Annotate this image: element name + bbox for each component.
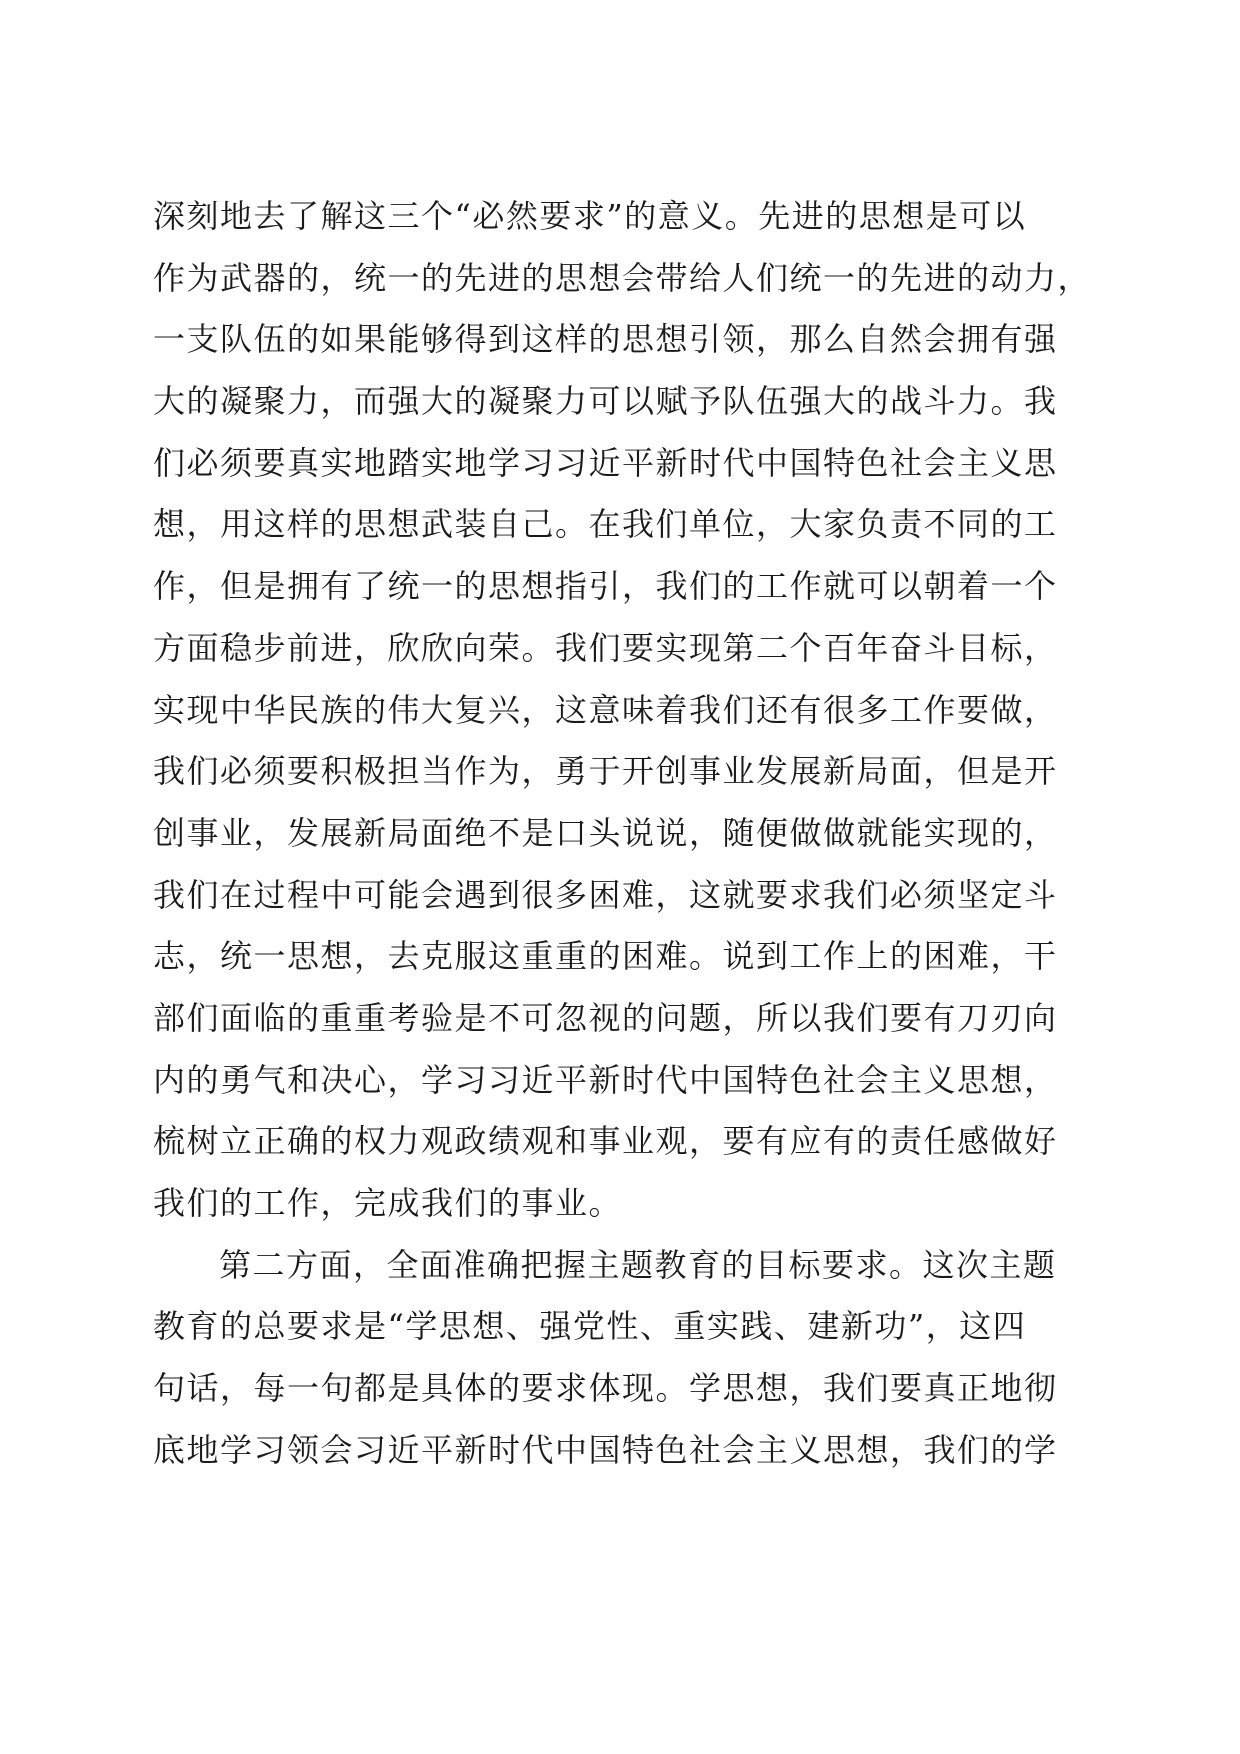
text-line: 想，用这样的思想武装自己。在我们单位，大家负责不同的工 — [153, 505, 1058, 544]
text-line: 部们面临的重重考验是不可忽视的问题，所以我们要有刀刃向 — [153, 998, 1058, 1037]
text-line: 方面稳步前进，欣欣向荣。我们要实现第二个百年奋斗目标， — [153, 628, 1058, 667]
text-line: 创事业，发展新局面绝不是口头说说，随便做做就能实现的， — [153, 813, 1058, 852]
text-line: 内的勇气和决心，学习习近平新时代中国特色社会主义思想， — [153, 1060, 1058, 1099]
text-line: 们必须要真实地踏实地学习习近平新时代中国特色社会主义思 — [153, 443, 1058, 482]
text-line: 我们的工作，完成我们的事业。 — [153, 1184, 623, 1222]
text-line: 大的凝聚力，而强大的凝聚力可以赋予队伍强大的战斗力。我 — [153, 382, 1058, 421]
paragraph-start-line: 第二方面，全面准确把握主题教育的目标要求。这次主题 — [219, 1245, 1057, 1284]
body-text — [153, 186, 1103, 1481]
text-line: 实现中华民族的伟大复兴，这意味着我们还有很多工作要做， — [153, 690, 1058, 729]
text-line: 我们在过程中可能会遇到很多困难，这就要求我们必须坚定斗 — [153, 875, 1058, 914]
text-line: 志，统一思想，去克服这重重的困难。说到工作上的困难，干 — [153, 937, 1058, 976]
text-line: 教育的总要求是“学思想、强党性、重实践、建新功”，这四 — [153, 1307, 1027, 1346]
text-line: 作为武器的，统一的先进的思想会带给人们统一的先进的动力， — [153, 258, 1092, 297]
text-line: 句话，每一句都是具体的要求体现。学思想，我们要真正地彻 — [153, 1369, 1058, 1408]
text-line: 一支队伍的如果能够得到这样的思想引领，那么自然会拥有强 — [153, 320, 1058, 359]
text-line: 梳树立正确的权力观政绩观和事业观，要有应有的责任感做好 — [153, 1122, 1058, 1161]
text-line: 底地学习领会习近平新时代中国特色社会主义思想，我们的学 — [153, 1430, 1058, 1469]
text-line: 深刻地去了解这三个“必然要求”的意义。先进的思想是可以 — [153, 197, 1027, 235]
text-line: 我们必须要积极担当作为，勇于开创事业发展新局面，但是开 — [153, 752, 1058, 791]
text-line: 作，但是拥有了统一的思想指引，我们的工作就可以朝着一个 — [153, 567, 1058, 606]
